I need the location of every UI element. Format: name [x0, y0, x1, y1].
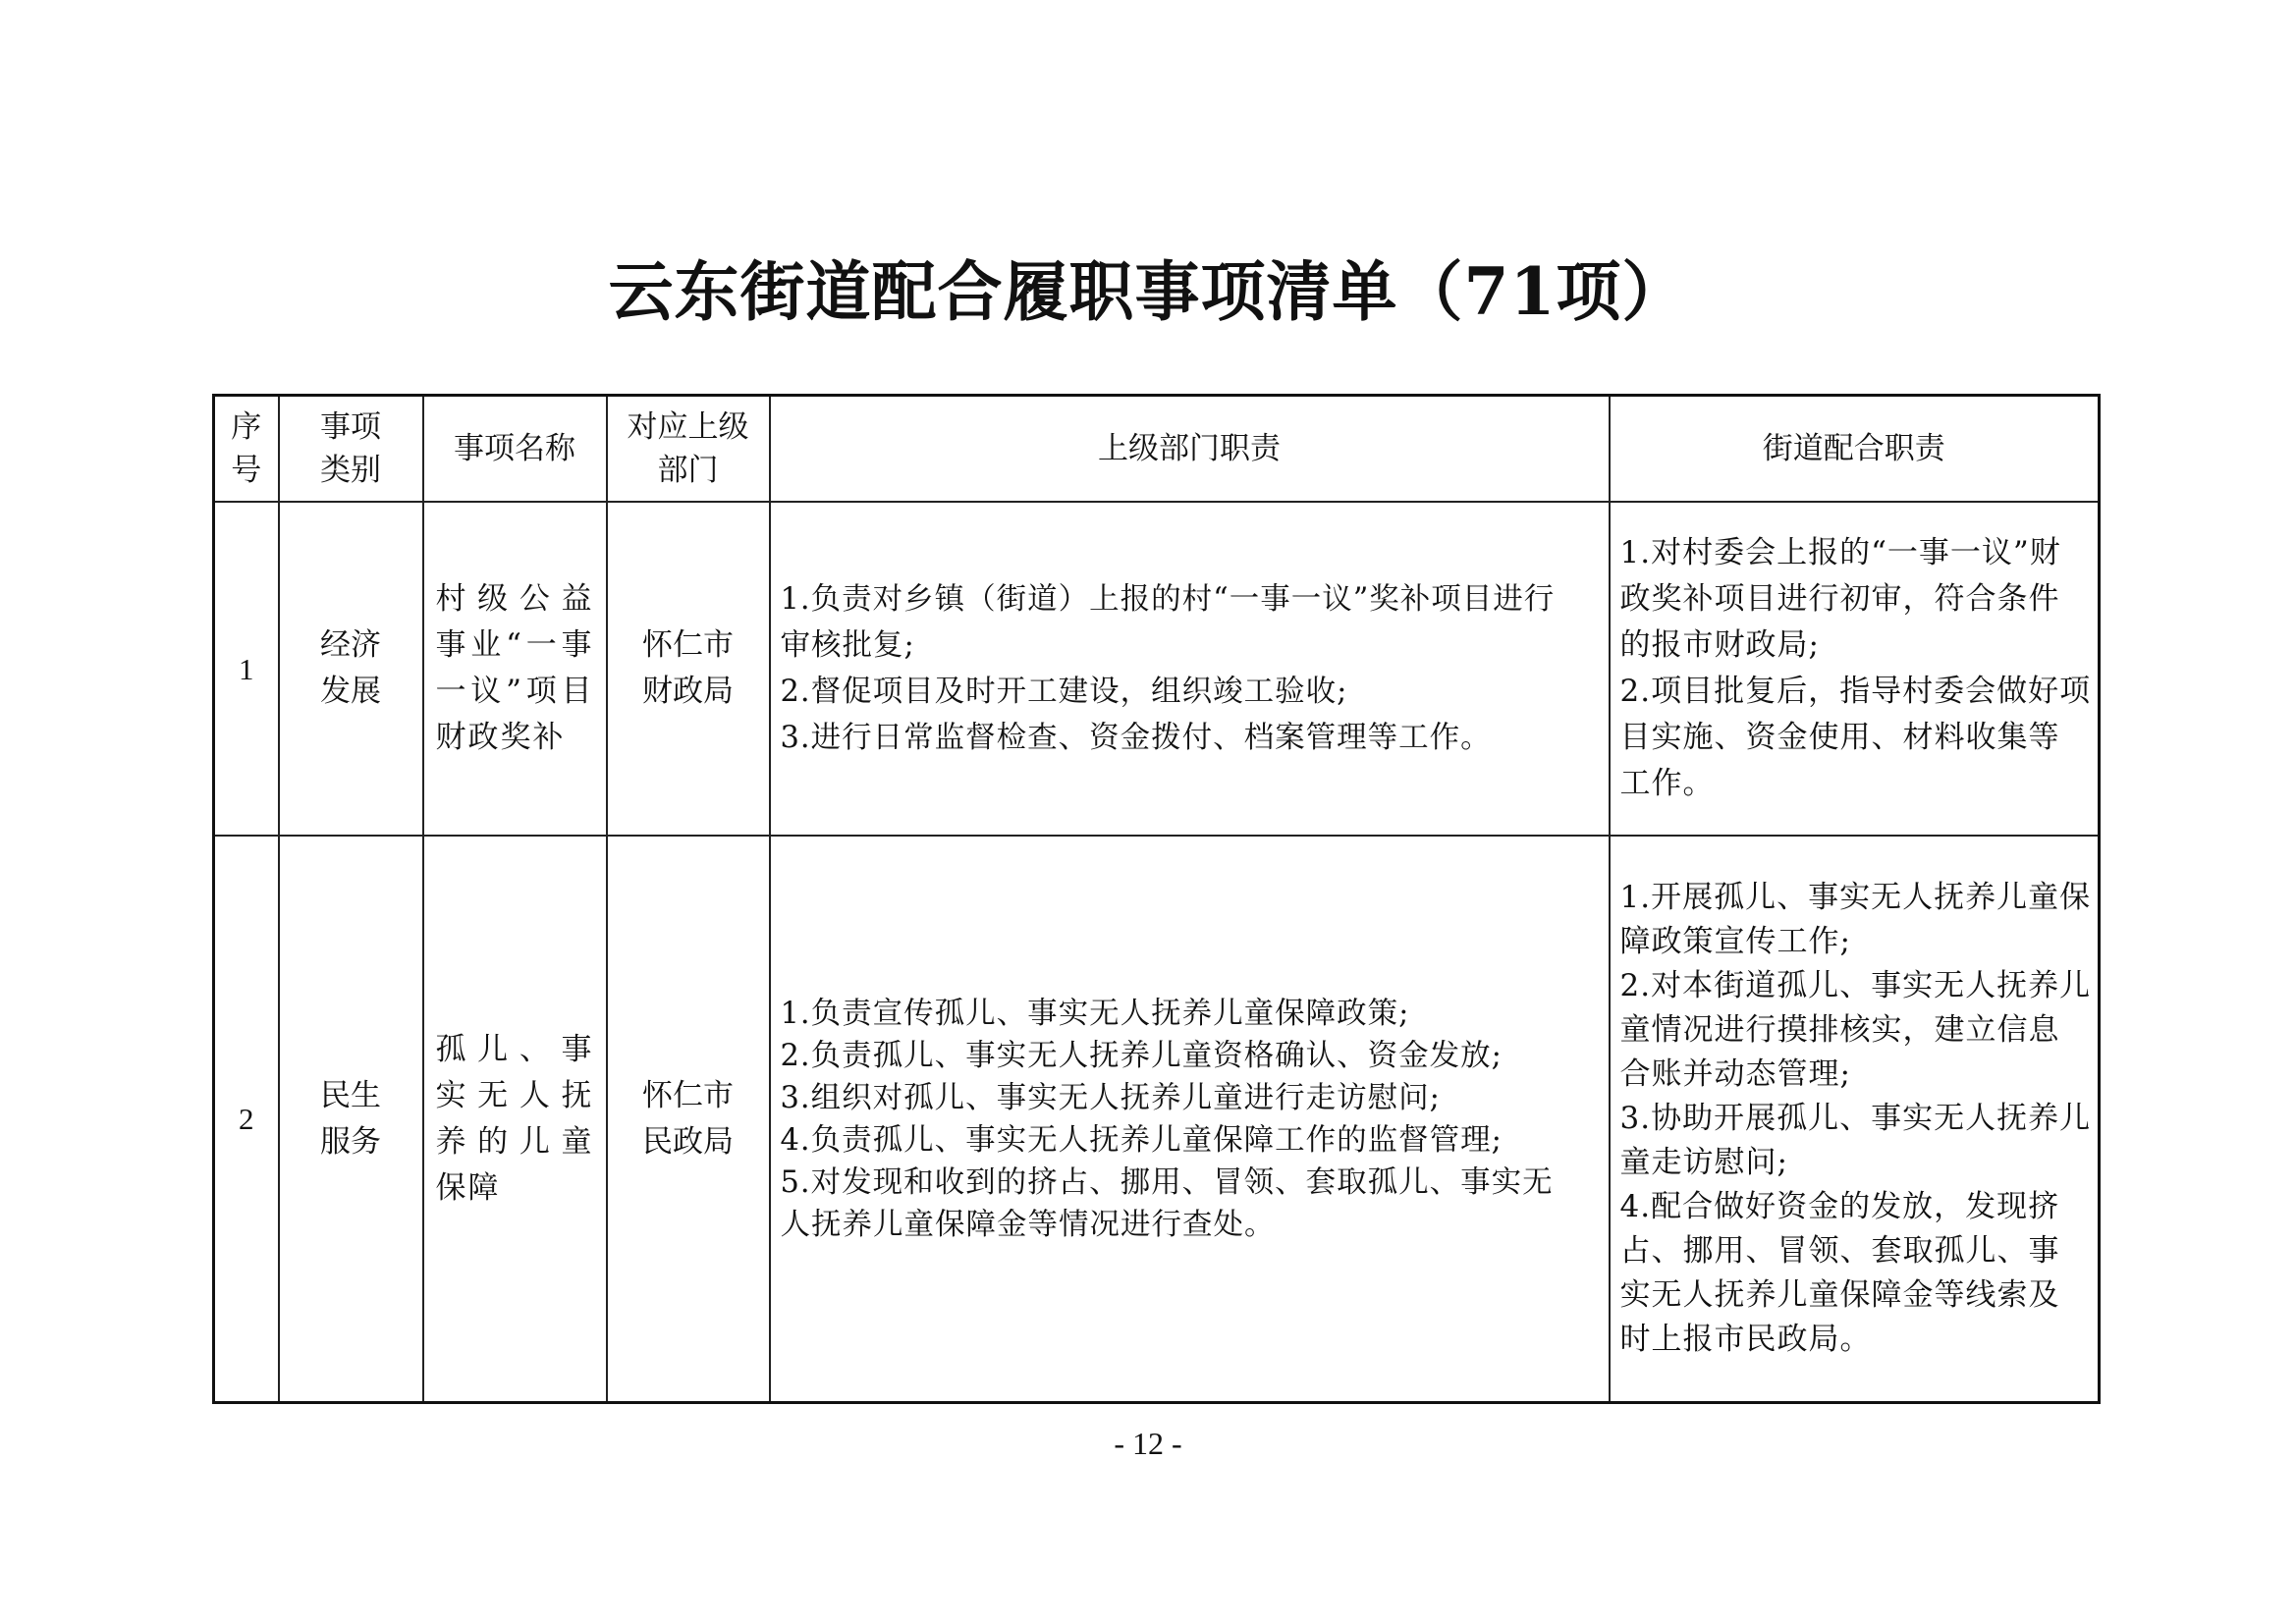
- street-duty-line: 1.开展孤儿、事实无人抚养儿童保: [1619, 880, 2092, 915]
- header-item-name: 事项名称: [423, 396, 607, 503]
- upper-duty-line: 4.负责孤儿、事实无人抚养儿童保障工作的监督管理;: [780, 1122, 1503, 1158]
- row-dept-line1: 怀仁市: [642, 627, 734, 663]
- row-street-duties: [1610, 502, 2100, 836]
- street-duty-line: 实无人抚养儿童保障金等线索及: [1619, 1277, 2060, 1313]
- row-category-line1: 经济: [320, 627, 381, 663]
- header-category-line1: 事项: [320, 409, 381, 445]
- row-dept: [607, 502, 770, 836]
- row-upper-duties: [770, 502, 1610, 836]
- street-duty-line: 目实施、资金使用、材料收集等: [1619, 720, 2060, 755]
- row-upper-duties: [770, 836, 1610, 1403]
- page-title: 云东街道配合履职事项清单（71项）: [608, 253, 1688, 330]
- street-duty-line: 童走访慰问;: [1619, 1145, 1788, 1180]
- header-street-duties: 街道配合职责: [1610, 396, 2100, 503]
- upper-duty-line: 人抚养儿童保障金等情况进行查处。: [780, 1207, 1276, 1242]
- upper-duty-line: 3.组织对孤儿、事实无人抚养儿童进行走访慰问;: [780, 1080, 1441, 1115]
- row-category-line2: 发展: [320, 674, 381, 709]
- street-duty-line: 占、挪用、冒领、套取孤儿、事: [1619, 1233, 2060, 1269]
- header-index: [214, 396, 279, 503]
- row-item-name: 孤儿、事实无人抚养的儿童保障: [423, 836, 607, 1403]
- upper-duty-line: 1.负责对乡镇（街道）上报的村“一事一议”奖补项目进行: [780, 582, 1556, 617]
- row-street-duties: [1610, 836, 2100, 1403]
- table-row: [214, 502, 2100, 836]
- header-dept-line1: 对应上级: [627, 409, 749, 445]
- table-header-row: [214, 396, 2100, 503]
- row-item-name: 村级公益事业“一事一议”项目财政奖补: [423, 502, 607, 836]
- street-duty-line: 3.协助开展孤儿、事实无人抚养儿: [1619, 1101, 2092, 1136]
- row-dept-line2: 民政局: [642, 1123, 734, 1160]
- upper-duty-line: 5.对发现和收到的挤占、挪用、冒领、套取孤儿、事实无: [780, 1164, 1554, 1200]
- upper-duty-line: 2.负责孤儿、事实无人抚养儿童资格确认、资金发放;: [780, 1038, 1503, 1073]
- street-duty-line: 2.项目批复后，指导村委会做好项: [1619, 674, 2092, 709]
- street-duty-line: 障政策宣传工作;: [1619, 924, 1851, 959]
- street-duty-line: 合账并动态管理;: [1619, 1056, 1851, 1092]
- upper-duty-line: 1.负责宣传孤儿、事实无人抚养儿童保障政策;: [780, 996, 1410, 1031]
- header-dept-line2: 部门: [657, 453, 719, 488]
- upper-duty-line: 审核批复;: [780, 628, 915, 663]
- street-duty-line: 1.对村委会上报的“一事一议”财: [1619, 535, 2061, 570]
- upper-duty-line: 3.进行日常监督检查、资金拨付、档案管理等工作。: [780, 721, 1492, 755]
- upper-duty-line: 2.督促项目及时开工建设，组织竣工验收;: [780, 675, 1348, 709]
- row-dept: [607, 836, 770, 1403]
- header-index-line1: 序: [231, 409, 262, 445]
- street-duty-line: 时上报市民政局。: [1619, 1322, 1872, 1357]
- street-duty-line: 政奖补项目进行初审，符合条件: [1619, 581, 2060, 617]
- header-index-line2: 号: [231, 453, 262, 488]
- header-category-line2: 类别: [320, 453, 381, 488]
- duty-table: [212, 394, 2101, 1404]
- table-row: [214, 836, 2100, 1403]
- row-category: [279, 502, 423, 836]
- row-dept-line2: 财政局: [642, 674, 734, 709]
- page-number: - 12 -: [1114, 1426, 1182, 1461]
- header-upper-duties: 上级部门职责: [770, 396, 1610, 503]
- row-index: 2: [214, 836, 279, 1403]
- street-duty-line: 工作。: [1619, 766, 1715, 801]
- street-duty-line: 4.配合做好资金的发放，发现挤: [1619, 1189, 2060, 1224]
- header-dept: [607, 396, 770, 503]
- row-index: 1: [214, 502, 279, 836]
- row-category-line1: 民生: [320, 1077, 381, 1113]
- row-category: [279, 836, 423, 1403]
- street-duty-line: 的报市财政局;: [1619, 627, 1820, 663]
- row-dept-line1: 怀仁市: [642, 1077, 734, 1113]
- header-category: [279, 396, 423, 503]
- row-category-line2: 服务: [320, 1123, 381, 1160]
- street-duty-line: 2.对本街道孤儿、事实无人抚养儿: [1619, 968, 2092, 1003]
- street-duty-line: 童情况进行摸排核实，建立信息: [1619, 1012, 2060, 1048]
